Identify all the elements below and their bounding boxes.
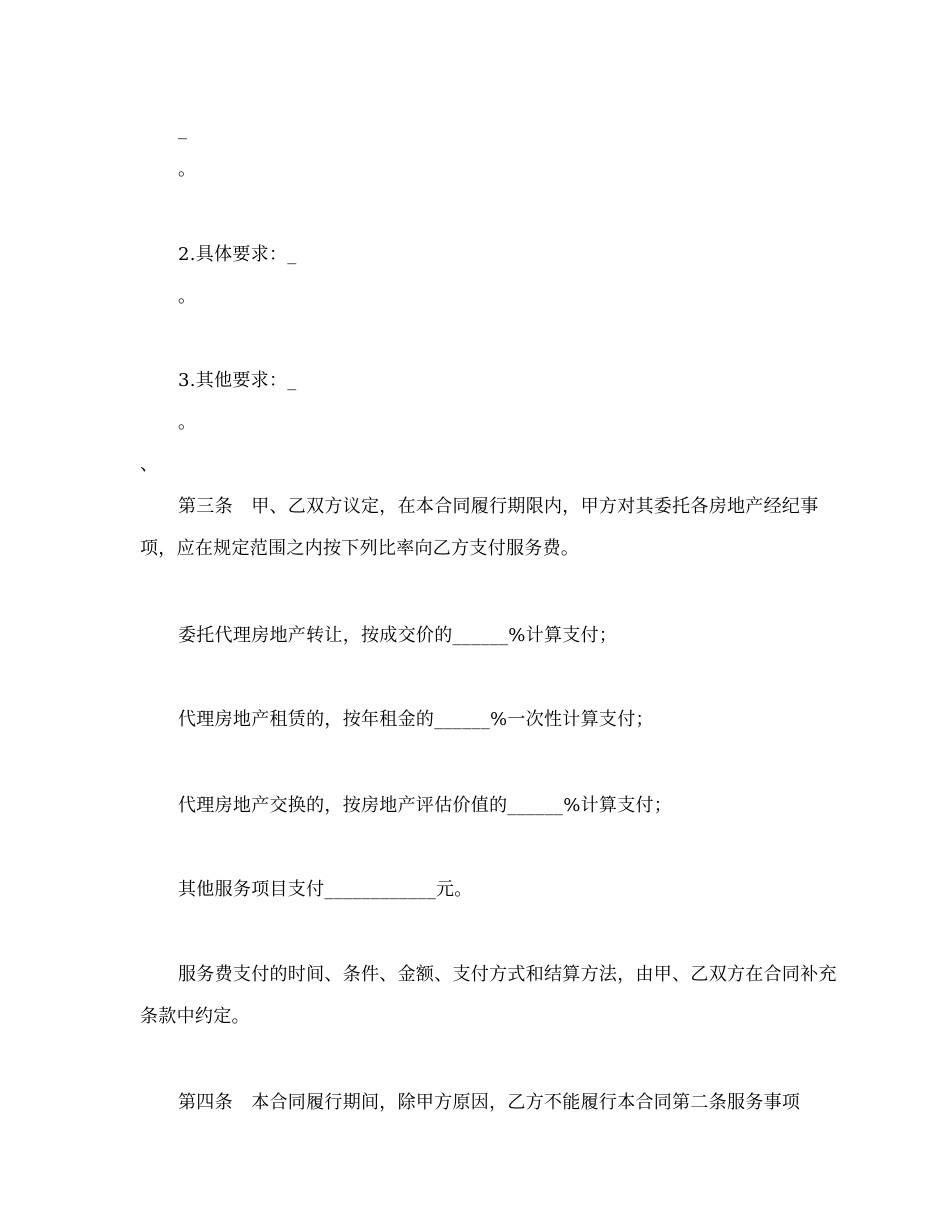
requirement-3: 3.其他要求：_: [178, 370, 297, 391]
blank-line: _: [178, 119, 188, 140]
period-line: 。: [178, 159, 197, 180]
article-3-line-2: 项，应在规定范围之内按下列比率向乙方支付服务费。: [140, 538, 580, 559]
fee-other: 其他服务项目支付____________元。: [178, 879, 473, 900]
payment-terms-line-2: 条款中约定。: [140, 1006, 250, 1027]
period-line: 。: [178, 412, 197, 433]
article-3-line-1: 第三条 甲、乙双方议定，在本合同履行期限内，甲方对其委托各房地产经纪事: [178, 496, 819, 517]
article-4-line-1: 第四条 本合同履行期间，除甲方原因，乙方不能履行本合同第二条服务事项: [178, 1092, 801, 1113]
requirement-2: 2.具体要求：_: [178, 244, 297, 265]
period-line: 。: [178, 286, 197, 307]
fee-exchange: 代理房地产交换的，按房地产评估价值的______%计算支付；: [178, 795, 673, 816]
fee-lease: 代理房地产租赁的，按年租金的______%一次性计算支付；: [178, 709, 654, 730]
payment-terms-line-1: 服务费支付的时间、条件、金额、支付方式和结算方法，由甲、乙双方在合同补充: [178, 964, 837, 985]
fee-transfer: 委托代理房地产转让，按成交价的______%计算支付；: [178, 625, 618, 646]
stray-mark: 、: [140, 454, 159, 475]
